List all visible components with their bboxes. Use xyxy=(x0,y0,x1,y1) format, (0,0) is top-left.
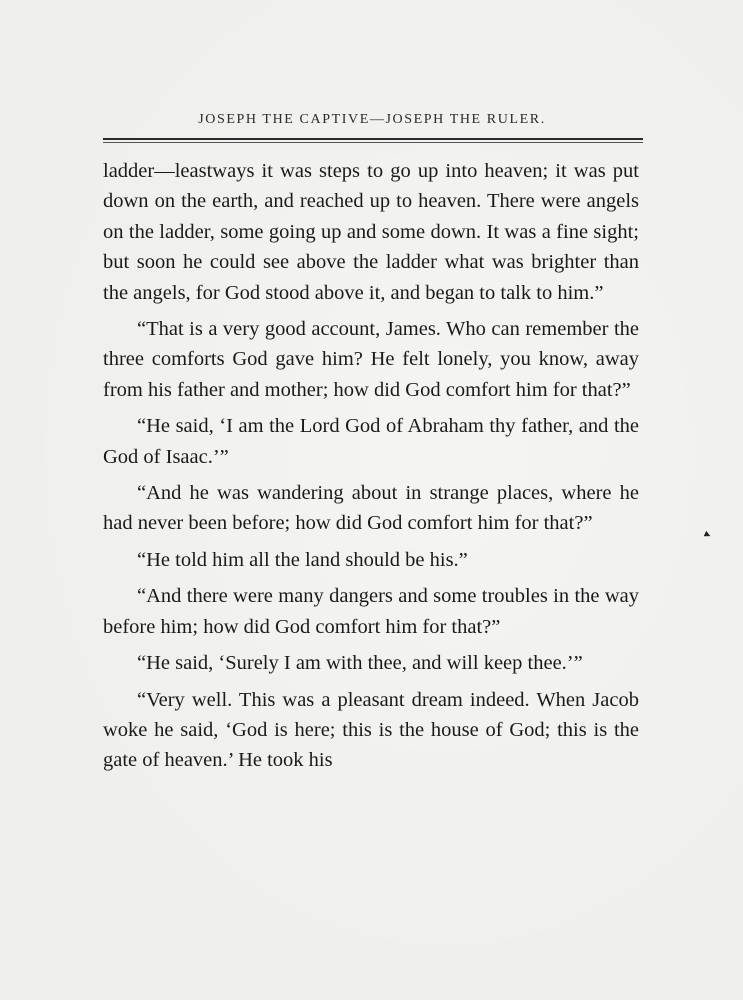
paragraph: “He said, ‘Surely I am with thee, and will keep thee.’” xyxy=(137,652,583,675)
paragraph: “Very well. This was a pleasant dream indeed. When Jacob woke he said, ‘God is here; this is the house of God; this is the gate of heaven.’ He took his xyxy=(103,688,639,772)
ink-mark: ▸ xyxy=(702,526,714,542)
paragraph: “He said, ‘I am the Lord God of Abraham thy father, and the God of Isaac.’” xyxy=(103,415,639,468)
header-rule-thin xyxy=(103,142,643,143)
paragraph: “And he was wandering about in strange places, where he had never been before; how did God comfort him for that?” xyxy=(103,482,639,535)
paragraph: “That is a very good account, James. Who can remember the three comforts God gave him? He felt lonely, you know, away from his father and mother; how did God comfort him for that?” xyxy=(103,318,639,401)
body-text xyxy=(103,156,639,776)
paragraph: “He told him all the land should be his.” xyxy=(137,548,468,571)
running-head: JOSEPH THE CAPTIVE—JOSEPH THE RULER. xyxy=(198,112,546,127)
paragraph: ladder—leastways it was steps to go up into heaven; it was put down on the earth, and reached up to heaven. There were angels on the ladder, some going up and some down. It was a fine sight; but soon he could see above the ladder what was brighter than the angels, for God stood above it, and began to talk to him.” xyxy=(103,160,639,304)
paragraph: “And there were many dangers and some troubles in the way before him; how did God comfort him for that?” xyxy=(103,585,639,638)
header-rule xyxy=(103,138,643,140)
